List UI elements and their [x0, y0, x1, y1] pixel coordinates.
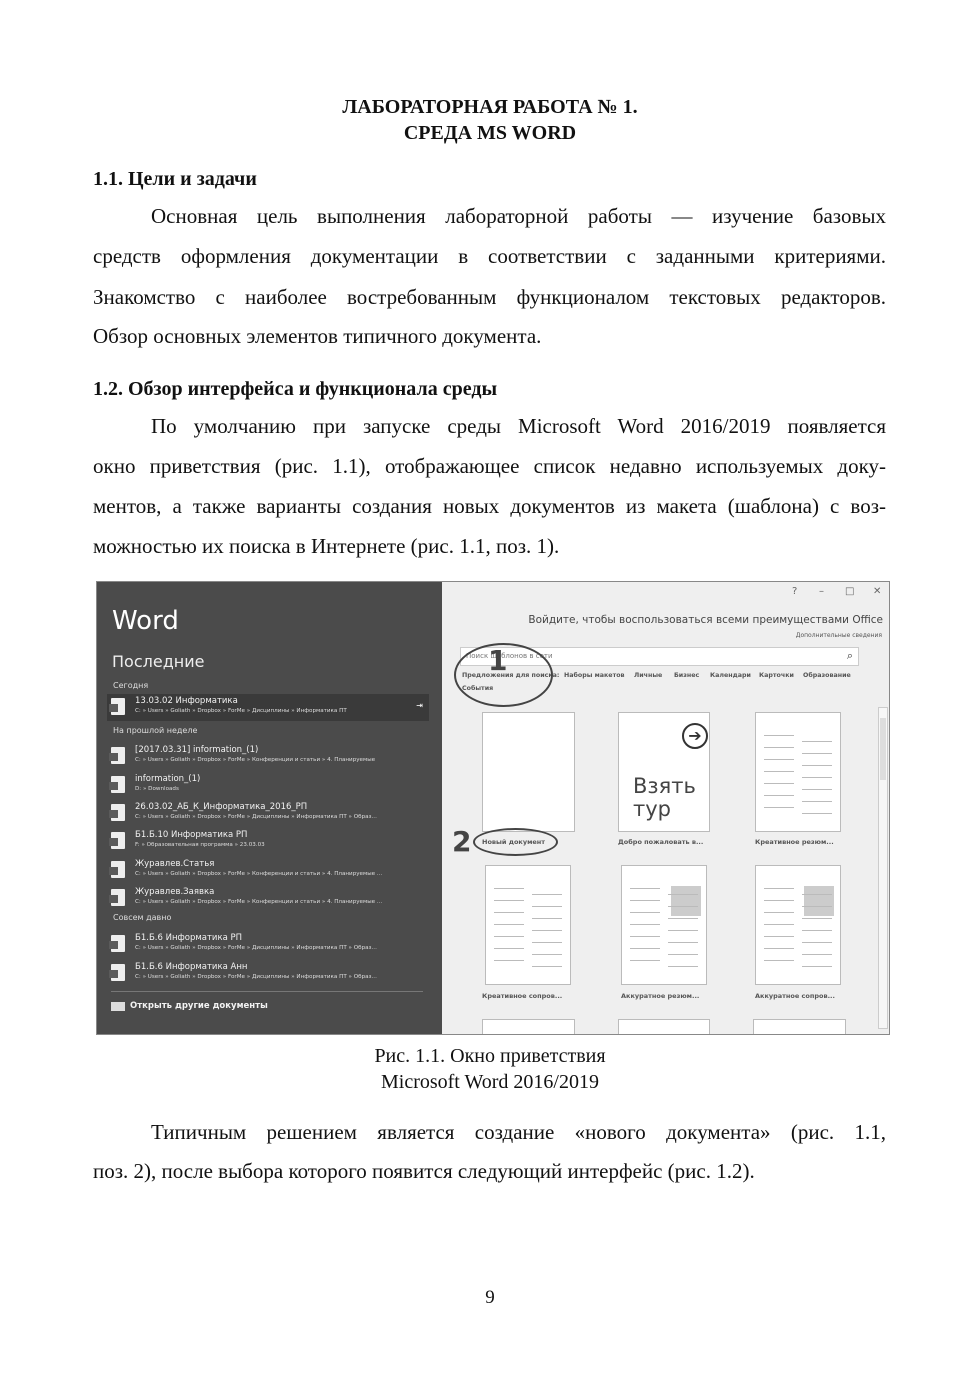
document-name: information_(1): [135, 774, 201, 784]
template-text-line: [802, 942, 832, 943]
figure-caption: Microsoft Word 2016/2019: [380, 1071, 599, 1093]
template-text-line: [802, 966, 832, 967]
template-text-line: [764, 771, 794, 772]
template-text-line: [668, 954, 698, 955]
templates-panel: [442, 582, 890, 1035]
template-text-line: [764, 747, 794, 748]
recent-document-item[interactable]: [107, 960, 429, 987]
template-text-line: [494, 924, 524, 925]
template-text-line: [668, 942, 698, 943]
template-text-line: [764, 924, 794, 925]
template-label: Аккуратное сопров...: [755, 992, 835, 1000]
document-path: C: » Users » Goliath » Dropbox » ForMe » Дисциплины » Информатика ПТ » Образ...: [135, 814, 377, 820]
template-text-line: [494, 936, 524, 937]
close-icon[interactable]: ✕: [873, 586, 882, 597]
template-text-line: [630, 924, 660, 925]
template-neat-cover-letter[interactable]: [755, 865, 841, 985]
help-icon[interactable]: ?: [792, 586, 798, 597]
pin-icon[interactable]: ⇥: [416, 701, 423, 710]
search-icon[interactable]: ⌕: [846, 649, 853, 662]
template-label: Аккуратное резюм...: [621, 992, 700, 1000]
recent-document-item[interactable]: [107, 743, 429, 770]
document-path: C: » Users » Goliath » Dropbox » ForMe » Дисциплины » Информатика ПТ » Образ...: [135, 945, 377, 951]
template-text-line: [802, 777, 832, 778]
document-name: Б1.Б.6 Информатика Анн: [135, 962, 248, 972]
template-text-line: [668, 930, 698, 931]
template-text-line: [532, 894, 562, 895]
template-blank-document[interactable]: [482, 712, 575, 832]
word-document-icon: [111, 698, 125, 715]
section-heading-1-1: 1.1. Цели и задачи: [93, 168, 257, 190]
lab-title: ЛАБОРАТОРНАЯ РАБОТА № 1.: [342, 96, 638, 118]
recent-document-item[interactable]: [107, 885, 429, 912]
annotation-ellipse-2: [473, 828, 558, 856]
template-text-line: [764, 936, 794, 937]
suggestion-link[interactable]: Бизнес: [674, 672, 700, 679]
template-creative-resume[interactable]: [755, 712, 841, 832]
template-text-line: [802, 813, 832, 814]
template-text-line: [764, 735, 794, 736]
template-label: Креативное резюм...: [755, 838, 834, 846]
template-text-line: [802, 765, 832, 766]
template-text-line: [802, 789, 832, 790]
annotation-number-1: 1: [488, 644, 508, 677]
paragraph-line: окно приветствия (рис. 1.1), отображающее список недавно используемых доку-: [93, 454, 886, 478]
template-text-line: [494, 960, 524, 961]
group-long-ago: Совсем давно: [113, 913, 172, 922]
paragraph-line: можностью их поиска в Интернете (рис. 1.1, поз. 1).: [93, 534, 560, 558]
template-text-line: [802, 954, 832, 955]
paragraph-line: Основная цель выполнения лабораторной работы — изучение базовых: [151, 204, 886, 228]
document-name: 26.03.02_АБ_К_Информатика_2016_РП: [135, 802, 308, 812]
template-text-line: [532, 930, 562, 931]
suggestions-label: Предложения для поиска:: [462, 672, 560, 679]
recent-document-item[interactable]: [107, 857, 429, 884]
paragraph-line: По умолчанию при запуске среды Microsoft Word 2016/2019 появляется: [151, 414, 886, 438]
document-name: 13.03.02 Информатика: [135, 696, 238, 706]
recent-document-item[interactable]: [107, 772, 429, 799]
document-path: C: » Users » Goliath » Dropbox » ForMe » Конференции и статьи » 4. Планируемые: [135, 757, 376, 763]
template-creative-cover-letter[interactable]: [485, 865, 571, 985]
recent-document-item[interactable]: [107, 828, 429, 855]
document-path: D: » Downloads: [135, 786, 179, 792]
template-text-line: [630, 936, 660, 937]
maximize-icon[interactable]: □: [845, 586, 855, 597]
word-document-icon: [111, 889, 125, 906]
template-text-line: [630, 912, 660, 913]
document-path: C: » Users » Goliath » Dropbox » ForMe » Дисциплины » Информатика ПТ: [135, 708, 347, 714]
divider: [111, 991, 423, 992]
template-graphic: [804, 886, 834, 916]
template-text-line: [532, 954, 562, 955]
document-path: C: » Users » Goliath » Dropbox » ForMe » Дисциплины » Информатика ПТ » Образ...: [135, 974, 377, 980]
word-start-screen-figure: [96, 581, 890, 1035]
template-text-line: [494, 948, 524, 949]
template-text-line: [764, 960, 794, 961]
search-placeholder: Поиск шаблонов в сети: [466, 652, 553, 660]
template-neat-resume[interactable]: [621, 865, 707, 985]
folder-icon: [111, 1002, 125, 1011]
tour-text: [633, 775, 696, 821]
document-name: [2017.03.31] information_(1): [135, 745, 259, 755]
suggestion-link[interactable]: События: [462, 685, 494, 692]
word-document-icon: [111, 935, 125, 952]
word-document-icon: [111, 832, 125, 849]
word-document-icon: [111, 964, 125, 981]
document-name: Журавлев.Статья: [135, 859, 215, 869]
template-text-line: [802, 906, 832, 907]
template-thumbnail[interactable]: [618, 1019, 710, 1035]
template-text-line: [802, 801, 832, 802]
template-graphic: [671, 886, 701, 916]
template-thumbnail[interactable]: [482, 1019, 575, 1035]
document-path: C: » Users » Goliath » Dropbox » ForMe » Конференции и статьи » 4. Планируемые ...: [135, 871, 383, 877]
section-heading-1-2: 1.2. Обзор интерфейса и функционала среды: [93, 378, 498, 400]
template-text-line: [668, 918, 698, 919]
word-document-icon: [111, 776, 125, 793]
document-name: Журавлев.Заявка: [135, 887, 215, 897]
suggestion-link[interactable]: Календари: [710, 672, 751, 679]
template-text-line: [630, 948, 660, 949]
template-text-line: [668, 966, 698, 967]
template-text-line: [532, 918, 562, 919]
template-label: Новый документ: [482, 838, 546, 846]
suggestion-link[interactable]: Карточки: [759, 672, 794, 679]
template-text-line: [494, 900, 524, 901]
template-text-line: [764, 759, 794, 760]
template-text-line: [802, 741, 832, 742]
template-text-line: [630, 960, 660, 961]
figure-caption: Рис. 1.1. Окно приветствия: [374, 1045, 606, 1067]
template-text-line: [802, 930, 832, 931]
template-label: Креативное сопров...: [482, 992, 563, 1000]
annotation-number-2: 2: [452, 825, 472, 858]
paragraph-line: средств оформления документации в соответствии с заданными критериями.: [93, 244, 886, 268]
paragraph-line: Обзор основных элементов типичного документа.: [93, 324, 542, 348]
tour-text-line: Взять: [633, 774, 696, 798]
recent-document-item[interactable]: [107, 931, 429, 958]
document-path: C: » Users » Goliath » Dropbox » ForMe » Конференции и статьи » 4. Планируемые ...: [135, 899, 383, 905]
document-name: Б1.Б.10 Информатика РП: [135, 830, 248, 840]
page-number: 9: [485, 1287, 495, 1308]
word-document-icon: [111, 747, 125, 764]
template-text-line: [532, 942, 562, 943]
template-text-line: [764, 807, 794, 808]
document-path: F: » Образовательная программа » 23.03.03: [135, 842, 265, 848]
scrollbar[interactable]: [878, 707, 888, 1029]
recent-panel: [97, 582, 442, 1035]
more-info-link[interactable]: Дополнительные сведения: [795, 632, 882, 639]
template-text-line: [494, 912, 524, 913]
paragraph-line: Знакомство с наиболее востребованным функционалом текстовых редакторов.: [93, 285, 886, 309]
word-document-icon: [111, 861, 125, 878]
template-take-tour[interactable]: [618, 712, 710, 832]
recent-document-item[interactable]: [107, 800, 429, 827]
app-name: Word: [112, 606, 179, 636]
template-label: Добро пожаловать в...: [618, 838, 704, 846]
template-text-line: [764, 783, 794, 784]
recent-document-item[interactable]: [107, 694, 429, 721]
lab-subtitle: СРЕДА MS WORD: [403, 122, 577, 144]
document-name: Б1.Б.6 Информатика РП: [135, 933, 243, 943]
scrollbar-thumb[interactable]: [880, 718, 886, 780]
paragraph-line: Типичным решением является создание «нового документа» (рис. 1.1,: [151, 1120, 886, 1144]
word-document-icon: [111, 804, 125, 821]
template-thumbnail[interactable]: [753, 1019, 846, 1035]
open-other-documents-link[interactable]: Открыть другие документы: [130, 1001, 268, 1011]
suggestion-link[interactable]: Личные: [634, 672, 663, 679]
template-text-line: [532, 906, 562, 907]
group-today: Сегодня: [113, 681, 149, 690]
suggestion-link[interactable]: Наборы макетов: [564, 672, 625, 679]
template-text-line: [668, 894, 698, 895]
paragraph-line: поз. 2), после выбора которого появится следующий интерфейс (рис. 1.2).: [93, 1159, 755, 1183]
suggestion-link[interactable]: Образование: [803, 672, 851, 679]
template-text-line: [630, 888, 660, 889]
template-text-line: [802, 753, 832, 754]
template-text-line: [764, 900, 794, 901]
tour-text-line: тур: [633, 797, 671, 821]
arrow-right-icon: ➔: [682, 723, 708, 749]
recent-heading: Последние: [112, 652, 205, 671]
template-text-line: [764, 948, 794, 949]
template-text-line: [764, 795, 794, 796]
template-text-line: [532, 966, 562, 967]
template-text-line: [802, 918, 832, 919]
template-text-line: [668, 906, 698, 907]
template-text-line: [494, 888, 524, 889]
template-text-line: [630, 900, 660, 901]
minimize-icon[interactable]: –: [819, 586, 824, 597]
signin-prompt[interactable]: Войдите, чтобы воспользоваться всеми преимуществами Office: [528, 614, 883, 626]
group-last-week: На прошлой неделе: [113, 726, 198, 735]
template-text-line: [764, 888, 794, 889]
template-text-line: [802, 894, 832, 895]
paragraph-line: ментов, а также варианты создания новых документов из макета (шаблона) с воз-: [93, 494, 886, 518]
template-text-line: [764, 912, 794, 913]
